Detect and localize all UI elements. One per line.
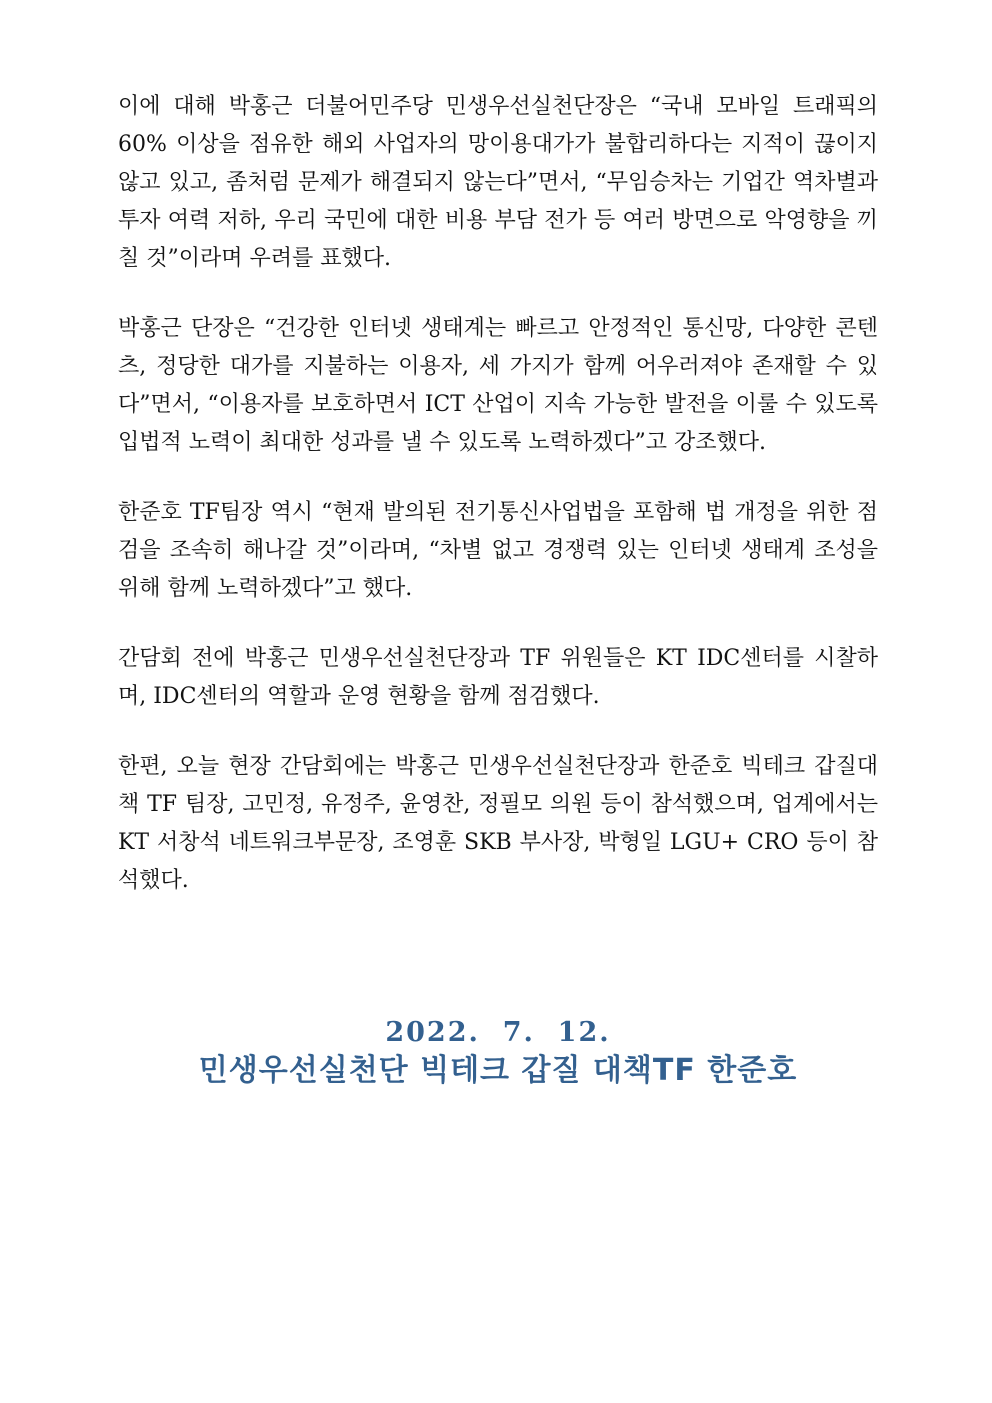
signature-block [118, 1016, 878, 1092]
paragraph-2: 박홍근 단장은 “건강한 인터넷 생태계는 빠르고 안정적인 통신망, 다양한 콘텐츠, 정당한 대가를 지불하는 이용자, 세 가지가 함께 어우러져야 존재할 수 있다”면서, “이용자를 보호하면서 ICT 산업이 지속 가능한 발전을 이룰 수 있도록 입법적 노력이 최대한 성과를 낼 수 있도록 노력하겠다”고 강조했다. [118, 316, 878, 455]
paragraph-3: 한준호 TF팀장 역시 “현재 발의된 전기통신사업법을 포함해 법 개정을 위한 점검을 조속히 해나갈 것”이라며, “차별 없고 경쟁력 있는 인터넷 생태계 조성을 위해 함께 노력하겠다”고 했다. [118, 500, 878, 601]
document-body [118, 88, 878, 1092]
paragraph-4: 간담회 전에 박홍근 민생우선실천단장과 TF 위원들은 KT IDC센터를 시찰하며, IDC센터의 역할과 운영 현황을 함께 점검했다. [118, 646, 878, 709]
signature-line: 민생우선실천단 빅테크 갑질 대책TF 한준호 [198, 1053, 798, 1088]
document-date: 2022. 7. 12. [385, 1017, 611, 1048]
paragraph-5: 한편, 오늘 현장 간담회에는 박홍근 민생우선실천단장과 한준호 빅테크 갑질대책 TF 팀장, 고민정, 유정주, 윤영찬, 정필모 의원 등이 참석했으며, 업계에서는 KT 서창석 네트워크부문장, 조영훈 SKB 부사장, 박형일 LGU+ CRO 등이 참석했다. [118, 754, 878, 893]
paragraph-1: 이에 대해 박홍근 더불어민주당 민생우선실천단장은 “국내 모바일 트래픽의 60% 이상을 점유한 해외 사업자의 망이용대가가 불합리하다는 지적이 끊이지 않고 있고, 좀처럼 문제가 해결되지 않는다”면서, “무임승차는 기업간 역차별과 투자 여력 저하, 우리 국민에 대한 비용 부담 전가 등 여러 방면으로 악영향을 끼칠 것”이라며 우려를 표했다. [118, 94, 878, 271]
